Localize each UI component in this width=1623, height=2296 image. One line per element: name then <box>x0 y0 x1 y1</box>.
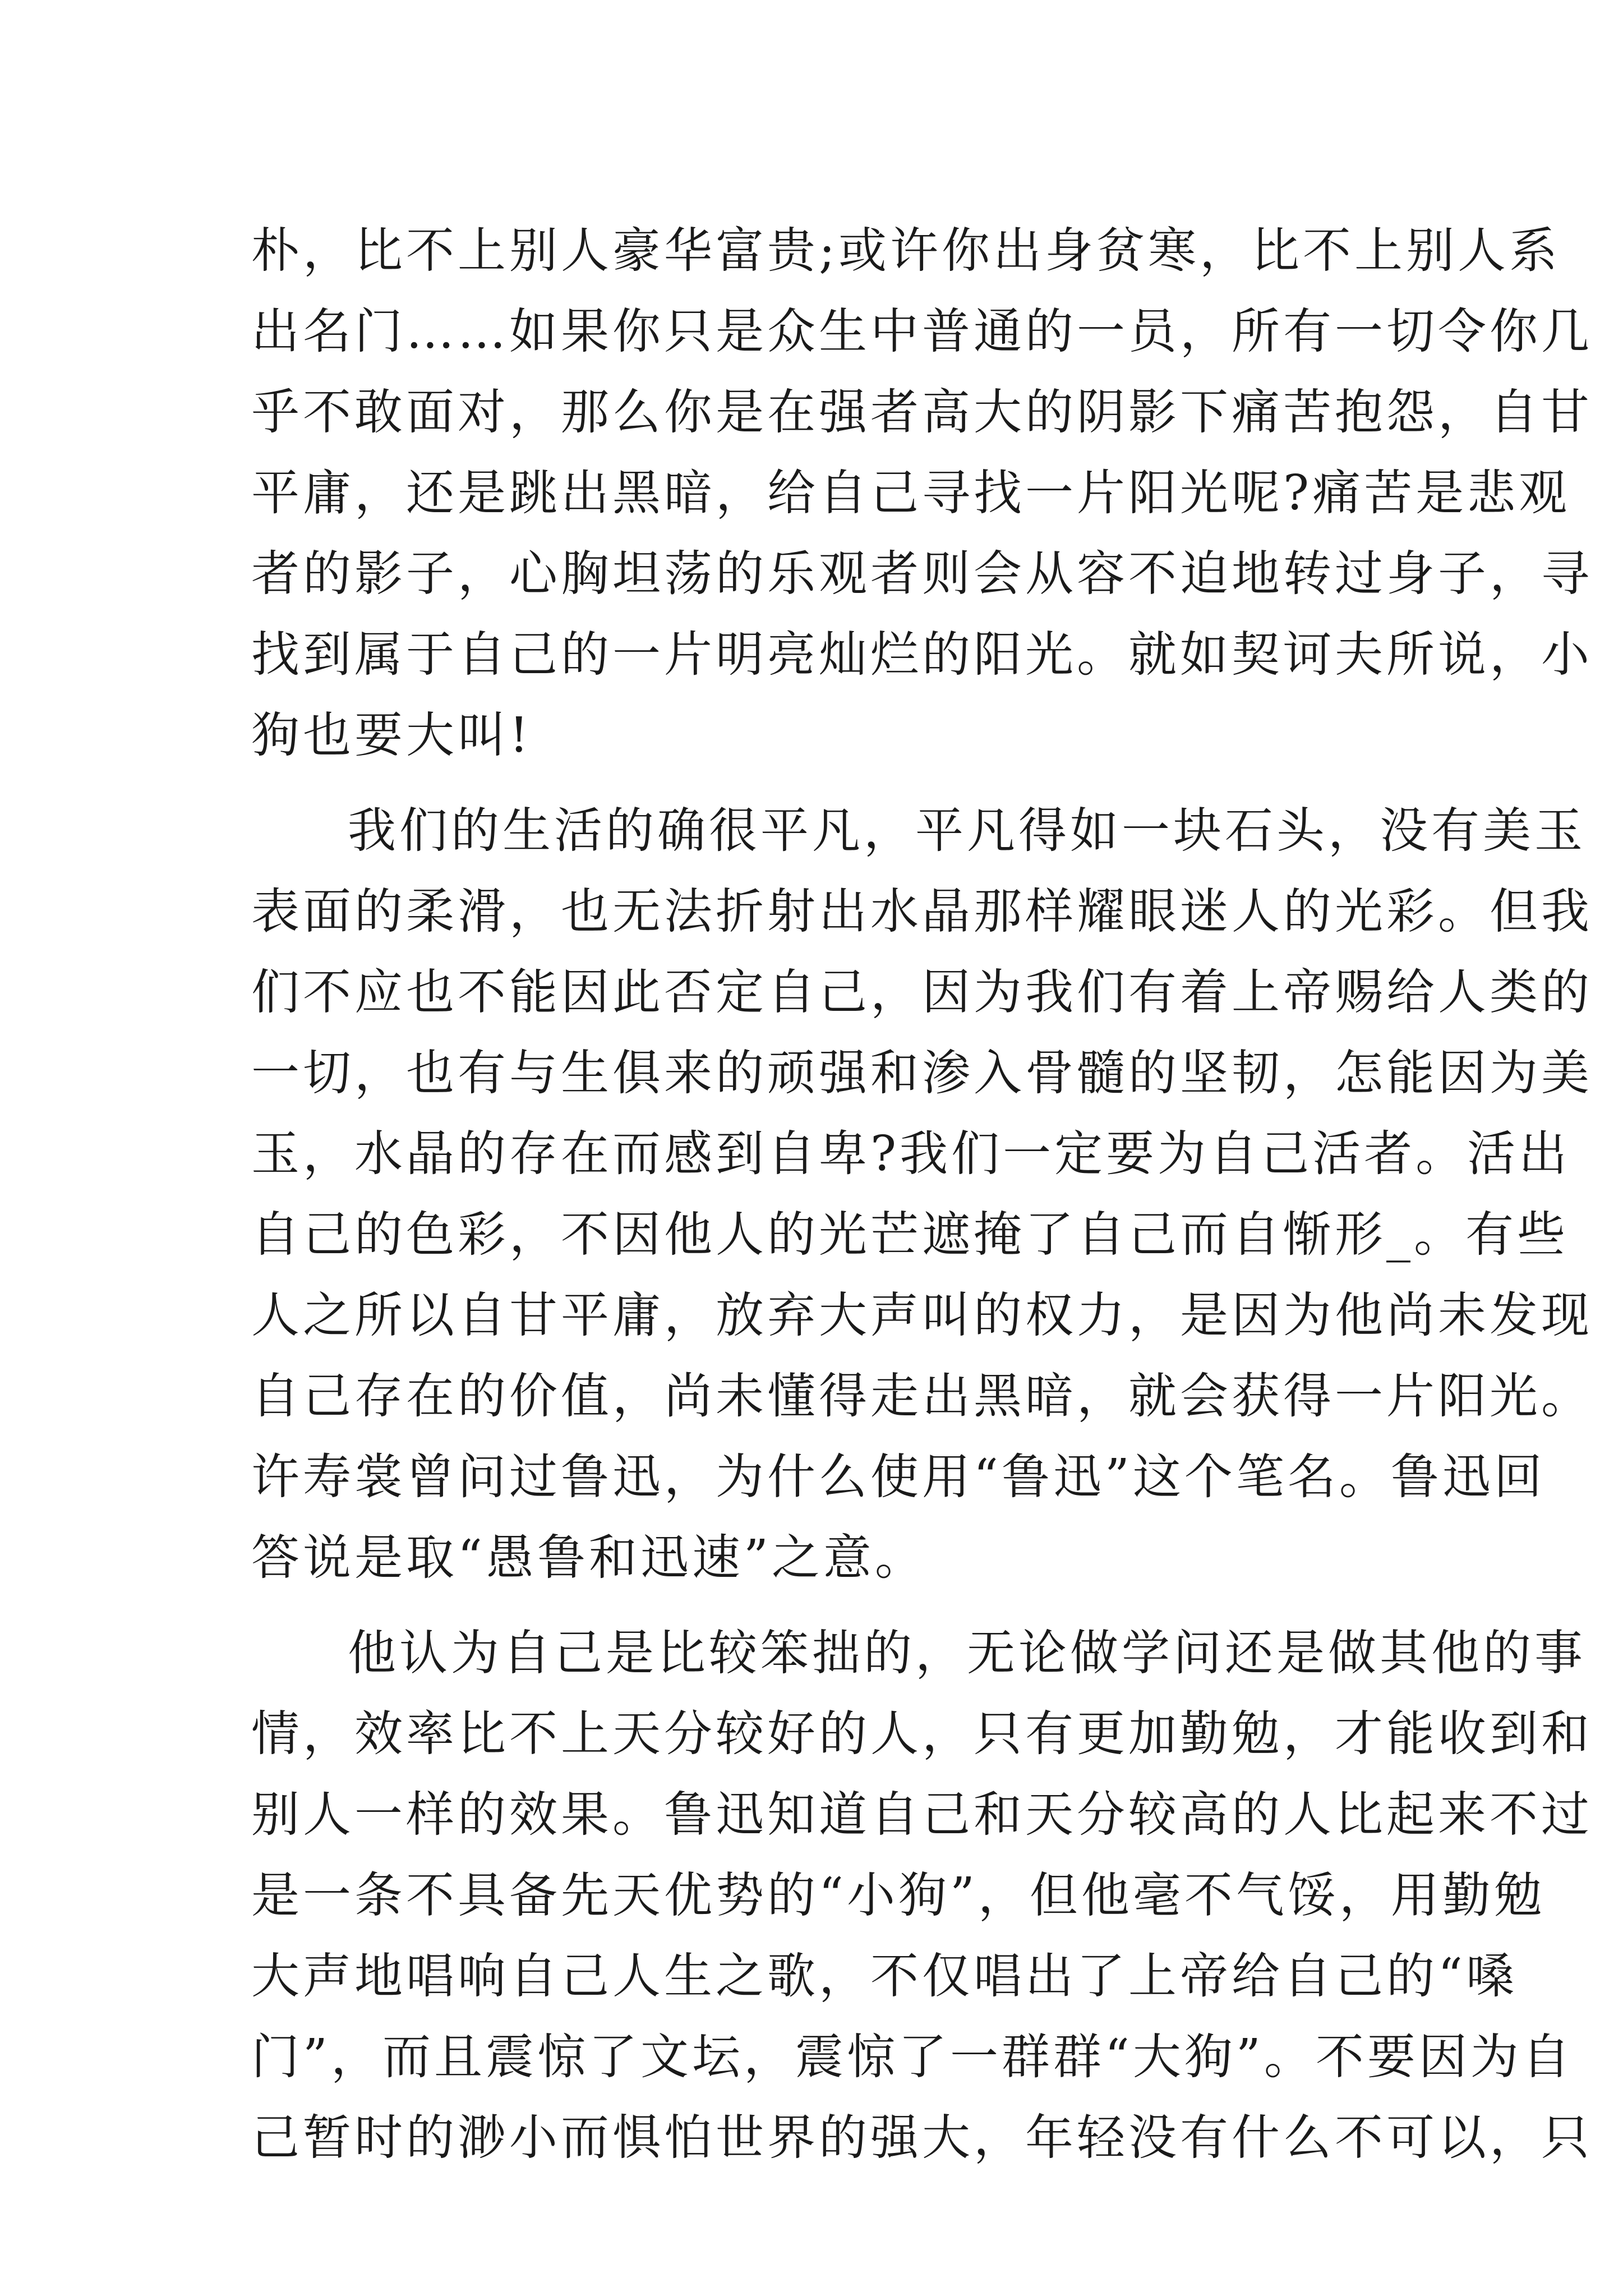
text-line: 我们的生活的确很平凡，平凡得如一块石头，没有美玉 <box>348 803 1586 859</box>
text-line: 者的影子，心胸坦荡的乐观者则会从容不迫地转过身子，寻 <box>251 546 1593 602</box>
text-line: 平庸，还是跳出黑暗，给自己寻找一片阳光呢?痛苦是悲观 <box>251 465 1571 521</box>
text-line: 许寿裳曾问过鲁迅，为什么使用“鲁迅”这个笔名。鲁迅回 <box>251 1449 1546 1505</box>
text-line: 出名门……如果你只是众生中普通的一员，所有一切令你几 <box>251 303 1593 360</box>
text-line: 表面的柔滑，也无法折射出水晶那样耀眼迷人的光彩。但我 <box>251 884 1593 940</box>
text-line: 己暂时的渺小而惧怕世界的强大，年轻没有什么不可以，只 <box>251 2110 1593 2166</box>
text-line: 自己的色彩，不因他人的光芒遮掩了自己而自惭形_。有些 <box>251 1207 1569 1263</box>
text-line: 是一条不具备先天优势的“小狗”，但他毫不气馁，用勤勉 <box>251 1867 1546 1924</box>
text-line: 一切，也有与生俱来的顽强和渗入骨髓的坚韧，怎能因为美 <box>251 1045 1593 1101</box>
text-line: 朴，比不上别人豪华富贵;或许你出身贫寒，比不上别人系 <box>251 223 1561 279</box>
text-line: 门”，而且震惊了文坛，震惊了一群群“大狗”。不要因为自 <box>251 2029 1574 2085</box>
text-line: 自己存在的价值，尚未懂得走出黑暗，就会获得一片阳光。 <box>251 1368 1593 1424</box>
paragraph-gap <box>251 1598 1395 1613</box>
text-line: 答说是取“愚鲁和迅速”之意。 <box>251 1530 926 1586</box>
text-line: 乎不敢面对，那么你是在强者高大的阴影下痛苦抱怨，自甘 <box>251 384 1593 440</box>
text-line: 们不应也不能因此否定自己，因为我们有着上帝赐给人类的 <box>251 964 1593 1020</box>
body-text <box>251 210 1593 2178</box>
paragraph-gap <box>251 776 1395 790</box>
text-line: 找到属于自己的一片明亮灿烂的阳光。就如契诃夫所说，小 <box>251 627 1593 683</box>
text-line: 情，效率比不上天分较好的人，只有更加勤勉，才能收到和 <box>251 1706 1593 1762</box>
text-line: 人之所以自甘平庸，放弃大声叫的权力，是因为他尚未发现 <box>251 1287 1593 1343</box>
text-line: 狗也要大叫! <box>251 707 532 763</box>
text-line: 大声地唱响自己人生之歌，不仅唱出了上帝给自己的“嗓 <box>251 1948 1518 2004</box>
text-line: 玉，水晶的存在而感到自卑?我们一定要为自己活者。活出 <box>251 1126 1571 1182</box>
text-line: 别人一样的效果。鲁迅知道自己和天分较高的人比起来不过 <box>251 1787 1593 1843</box>
text-line: 他认为自己是比较笨拙的，无论做学问还是做其他的事 <box>348 1625 1586 1681</box>
